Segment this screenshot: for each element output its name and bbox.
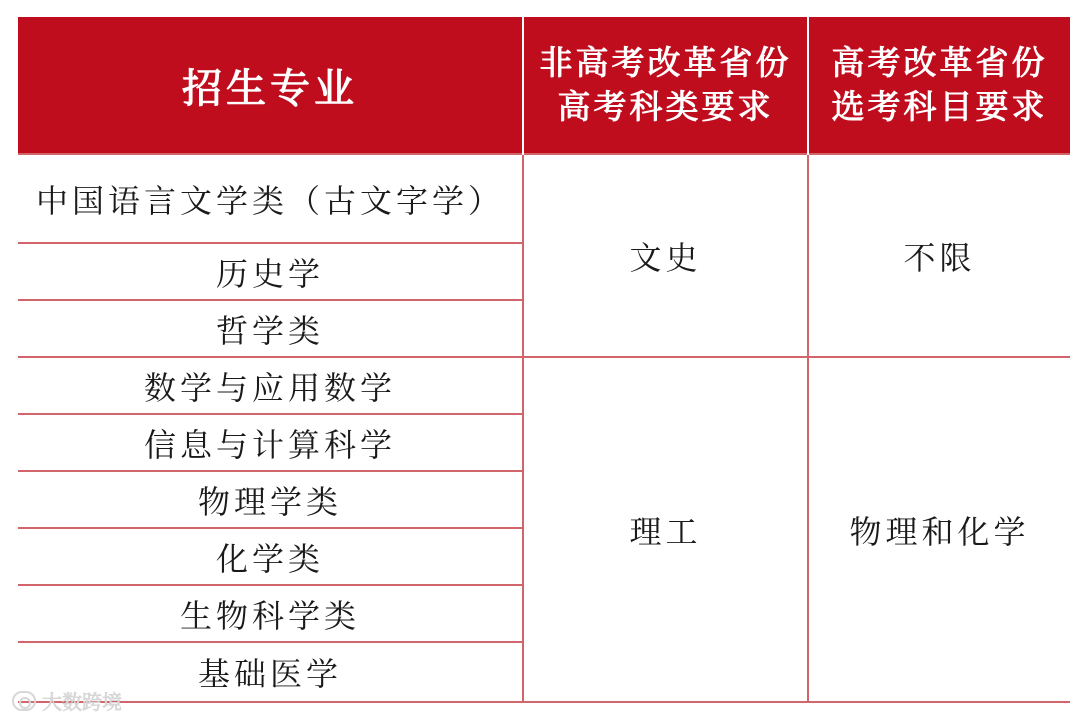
logo-icon [12, 691, 36, 711]
header-reform-requirement [808, 17, 1070, 154]
header-major: 招生专业 [18, 17, 523, 154]
major-cell: 基础医学 [18, 642, 523, 702]
major-cell: 物理学类 [18, 471, 523, 528]
non-reform-requirement-cell: 理工 [523, 357, 808, 702]
major-cell: 中国语言文学类（古文字学） [18, 154, 523, 243]
reform-requirement-cell: 物理和化学 [808, 357, 1070, 702]
header-reform-line1: 高考改革省份 [831, 43, 1048, 82]
reform-requirement-cell: 不限 [808, 154, 1070, 357]
major-cell: 数学与应用数学 [18, 357, 523, 414]
header-non-reform-requirement [523, 17, 808, 154]
header-non-reform-line2: 高考科类要求 [557, 87, 774, 126]
header-non-reform-line1: 非高考改革省份 [539, 43, 792, 82]
header-row [18, 17, 1070, 154]
header-reform-line2: 选考科目要求 [831, 87, 1048, 126]
major-cell: 信息与计算科学 [18, 414, 523, 471]
admission-requirements-table-wrap [18, 17, 1070, 703]
major-cell: 化学类 [18, 528, 523, 585]
watermark [12, 686, 122, 715]
major-cell: 历史学 [18, 243, 523, 300]
table-row [18, 154, 1070, 243]
major-cell: 生物科学类 [18, 585, 523, 642]
major-cell: 哲学类 [18, 300, 523, 357]
non-reform-requirement-cell: 文史 [523, 154, 808, 357]
table-row [18, 357, 1070, 414]
admission-requirements-table [18, 17, 1070, 703]
watermark-text: 大数跨境 [42, 690, 122, 714]
